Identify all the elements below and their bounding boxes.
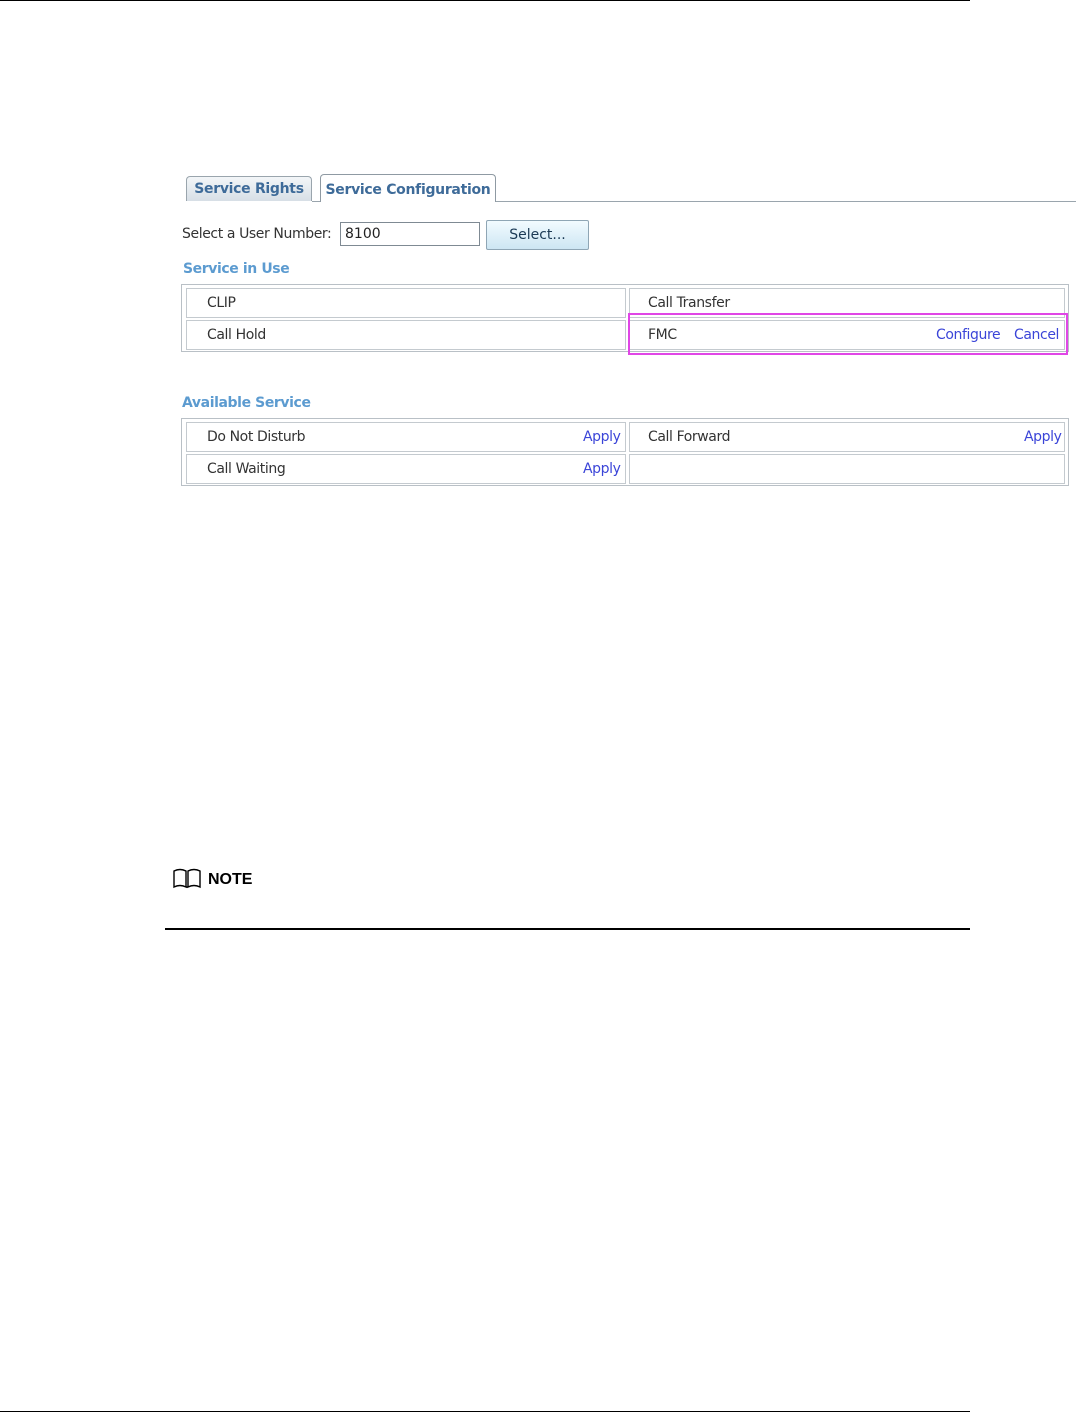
service-name: FMC xyxy=(648,327,677,343)
service-cell-call-forward xyxy=(629,422,1065,452)
service-cell-empty xyxy=(629,454,1065,484)
fmc-configure-link[interactable]: Configure xyxy=(936,327,1001,343)
user-number-label: Select a User Number: xyxy=(182,226,332,242)
select-button[interactable]: Select... xyxy=(486,220,589,250)
tab-service-configuration[interactable]: Service Configuration xyxy=(320,174,496,202)
service-cell-clip xyxy=(186,288,626,318)
available-service-table xyxy=(181,418,1069,486)
service-cell-call-hold xyxy=(186,320,626,350)
service-name: Call Hold xyxy=(207,327,266,343)
apply-link-do-not-disturb[interactable]: Apply xyxy=(583,429,621,445)
apply-link-call-waiting[interactable]: Apply xyxy=(583,461,621,477)
note-rule xyxy=(165,928,970,930)
apply-link-call-forward[interactable]: Apply xyxy=(1024,429,1062,445)
note-label: NOTE xyxy=(208,871,253,888)
service-name: Call Forward xyxy=(648,429,731,445)
service-in-use-table xyxy=(181,284,1069,352)
service-cell-call-transfer xyxy=(629,288,1065,318)
service-name: Call Waiting xyxy=(207,461,286,477)
service-in-use-title: Service in Use xyxy=(183,261,290,277)
tab-service-rights[interactable]: Service Rights xyxy=(186,176,312,201)
service-cell-call-waiting xyxy=(186,454,626,484)
service-name: Call Transfer xyxy=(648,295,730,311)
service-name: Do Not Disturb xyxy=(207,429,306,445)
page-footer-rule xyxy=(0,1411,970,1412)
service-cell-fmc xyxy=(629,320,1065,350)
book-icon xyxy=(172,868,202,894)
service-cell-do-not-disturb xyxy=(186,422,626,452)
service-name: CLIP xyxy=(207,295,236,311)
user-number-input[interactable] xyxy=(340,222,480,246)
page-header-rule xyxy=(0,0,970,1)
fmc-cancel-link[interactable]: Cancel xyxy=(1014,327,1060,343)
available-service-title: Available Service xyxy=(182,395,311,411)
